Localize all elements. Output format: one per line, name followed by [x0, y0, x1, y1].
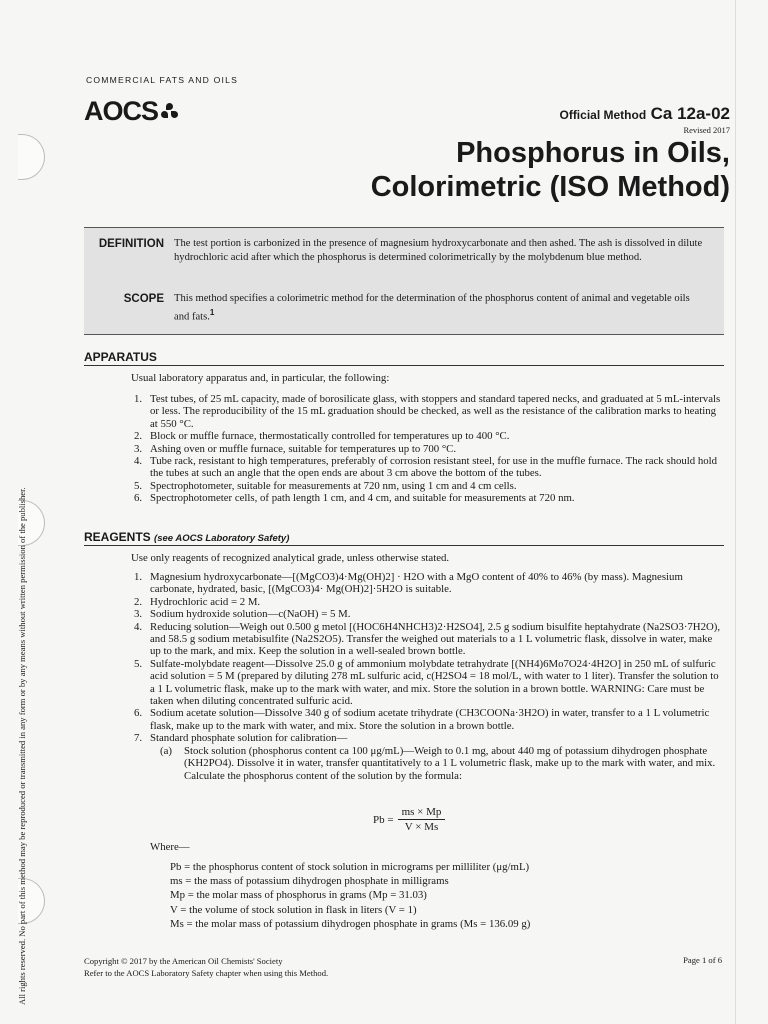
- revised-date: Revised 2017: [683, 125, 730, 135]
- list-item: 3. Ashing oven or muffle furnace, suitable for temperatures up to 700 °C.: [134, 442, 457, 455]
- definition-line: Mp = the molar mass of phosphorus in grams (Mp = 31.03): [170, 889, 427, 902]
- where-label: Where—: [150, 841, 190, 853]
- page-edge: [735, 0, 736, 1024]
- definition-scope-box: [84, 227, 724, 335]
- formula-denominator: V × Ms: [404, 821, 439, 833]
- formula: Pb = $\frac{ms \times Mp}{V \times Ms}$: [373, 806, 445, 833]
- list-item: 4. Reducing solution—Weigh out 0.500 g metol [(HOC6H4NHCH3)2·H2SO4], 2.5 g sodium bisulfite heptahydrate (Na2SO3·7H2O), and 58.5 g sodium metabisulfite (Na2S2O5). Transfer the weighed out materials to a 1 L volumetric flask, dissolve in water, make up to the mark, and mix. Keep the solution in a well-sealed brown bottle.: [134, 620, 721, 658]
- list-item: 1. Magnesium hydroxycarbonate—[(MgCO3)4·Mg(OH)2] · H2O with a MgO content of 40% to 46% (by mass). Magnesium carbonate, hydrated, basic, [(MgCO3)4· Mg(OH)2]·5H2O is suitable.: [134, 571, 683, 596]
- list-item: 4. Tube rack, resistant to high temperatures, preferably of corrosion resistant steel, for use in the muffle furnace. The rack should hold the tubes at such an angle that the open ends are about 3 cm above the bottom of the tubes.: [134, 455, 718, 480]
- definition-line: V = the volume of stock solution in flask in liters (V = 1): [170, 903, 417, 916]
- page-number: Page 1 of 6: [683, 955, 722, 965]
- aocs-logo: [84, 96, 179, 127]
- scope-row: [84, 292, 706, 325]
- copyright-notice-vertical: All rights reserved. No part of this method may be reproduced or transmitted in any form or by any means without written permission of the publisher.: [17, 487, 27, 1005]
- series-label: COMMERCIAL FATS AND OILS: [86, 75, 238, 85]
- apparatus-heading: APPARATUS: [84, 350, 724, 366]
- variable-definitions: [170, 860, 530, 931]
- list-item: 2. Hydrochloric acid = 2 M.: [134, 595, 261, 608]
- formula-fraction: [398, 806, 446, 833]
- page-title: Phosphorus in Oils, Colorimetric (ISO Method): [370, 137, 730, 203]
- method-code: Ca 12a-02: [650, 104, 730, 123]
- sub-list-item: (a) Stock solution (phosphorus content ca 100 μg/mL)—Weigh to 0.1 mg, about 440 mg of potassium dihydrogen phosphate (KH2PO4). Dissolve it in water, transfer quantitatively to a 1 L volumetric flask, make up to the mark with water, and mix. Calculate the phosphorus content of the solution by the formula:: [160, 744, 716, 782]
- list-item: 1. Test tubes, of 25 mL capacity, made of borosilicate glass, with stoppers and standard tapered necks, and graduated at 5 mL-intervals or less. The reproducibility of the 15 mL graduation should be checked, as well as the resistance of the calibration marks to heating at 550 °C.: [134, 393, 721, 430]
- definition-row: [84, 237, 706, 265]
- list-item: 5. Sulfate-molybdate reagent—Dissolve 25.0 g of ammonium molybdate tetrahydrate [(NH4)6Mo7O24·4H2O] in 250 mL of sulfuric acid solution = 5 M (prepared by diluting 278 mL sulfuric acid, c(H2SO4 = 18 mol/L, with water to 1 liter). Transfer the solution to a 1 L volumetric flask, make up to the mark with water, and mix. Store the solution in a brown bottle. WARNING: Care must be taken when diluting concentrated sulfuric acid.: [134, 657, 719, 708]
- definition-label: DEFINITION: [98, 238, 164, 250]
- list-item: 6. Spectrophotometer cells, of path length 1 cm, and 4 cm, and suitable for measurements at 720 nm.: [134, 492, 575, 505]
- list-item: 3. Sodium hydroxide solution—c(NaOH) = 5 M.: [134, 608, 351, 621]
- list-item: 5. Spectrophotometer, suitable for measurements at 720 nm, using 1 cm and 4 cm cells.: [134, 479, 517, 492]
- footer-copyright: Copyright © 2017 by the American Oil Chemists' Society Refer to the AOCS Laboratory Safety chapter when using this Method.: [84, 956, 329, 978]
- scope-text: This method specifies a colorimetric method for the determination of the phosphorus content of animal and vegetable oils and fats.$^1$: [174, 293, 690, 323]
- apparatus-list: [134, 393, 722, 505]
- definition-line: Pb = the phosphorus content of stock solution in micrograms per milliliter (μg/mL): [170, 861, 530, 873]
- scope-label: SCOPE: [123, 293, 164, 305]
- definition-line: Ms = the molar mass of potassium dihydrogen phosphate in grams (Ms = 136.09 g): [170, 917, 531, 930]
- logo-text: AOCS: [84, 96, 159, 126]
- list-item: 2. Block or muffle furnace, thermostatically controlled for temperatures up to 400 °C.: [134, 430, 510, 443]
- reagents-list: [134, 571, 722, 782]
- reagents-intro: Use only reagents of recognized analytical grade, unless otherwise stated.: [131, 552, 450, 564]
- binder-hole: [18, 134, 45, 180]
- reagents-heading-note: (see AOCS Laboratory Safety): [154, 533, 290, 544]
- official-method: [559, 104, 730, 124]
- apparatus-intro: Usual laboratory apparatus and, in particular, the following:: [131, 372, 390, 384]
- method-label: Official Method: [559, 108, 647, 122]
- formula-lhs: Pb: [373, 813, 385, 826]
- list-item: 6. Sodium acetate solution—Dissolve 340 g of sodium acetate trihydrate (CH3COONa·3H2O) in water, transfer to a 1 L volumetric flask, make up to the mark with water, and mix. Store the solution in a brown bottle.: [134, 707, 710, 732]
- reagents-heading: REAGENTS (see AOCS Laboratory Safety): [84, 530, 724, 546]
- formula-numerator: ms × Mp: [398, 806, 446, 820]
- list-item: 7. Standard phosphate solution for calibration—: [134, 732, 348, 745]
- definition-line: ms = the mass of potassium dihydrogen phosphate in milligrams: [170, 875, 449, 888]
- definition-text: The test portion is carbonized in the presence of magnesium hydroxycarbonate and then ashed. The ash is dissolved in dilute hydrochloric acid after which the phosphorus is determined colorimetrically by the molybdenum blue method.: [174, 238, 703, 263]
- logo-mark-icon: [161, 103, 179, 121]
